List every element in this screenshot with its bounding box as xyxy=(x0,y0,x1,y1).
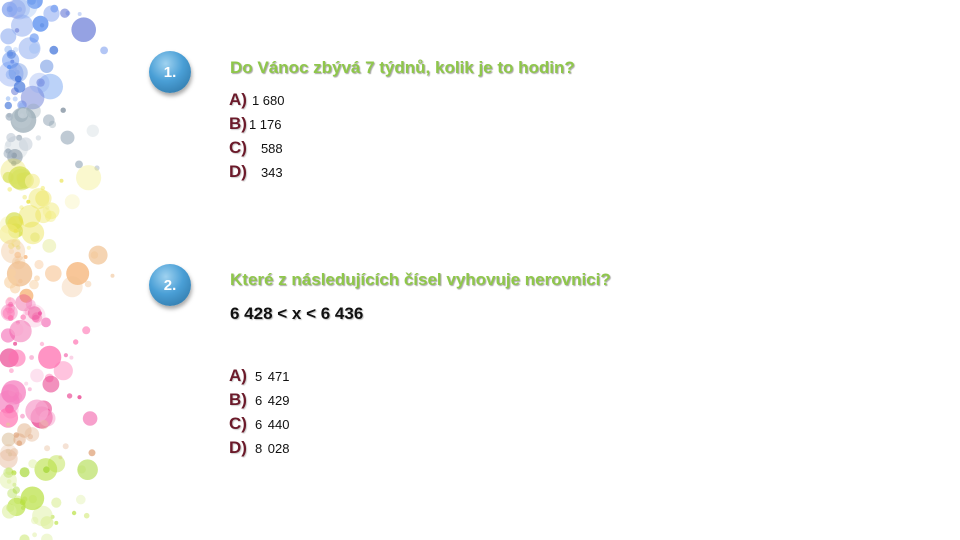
bokeh-circle xyxy=(10,448,18,456)
bokeh-circle xyxy=(85,281,92,288)
bokeh-circle xyxy=(6,69,16,79)
answer-value: 1 680 xyxy=(251,93,285,108)
bokeh-circle xyxy=(51,498,61,508)
bokeh-circle xyxy=(65,194,80,209)
bokeh-circle xyxy=(21,487,45,511)
answer-list xyxy=(229,366,290,462)
bokeh-circle xyxy=(77,459,98,480)
question-title: Které z následujících čísel vyhovuje nerovnici? xyxy=(230,270,611,289)
bokeh-circle xyxy=(82,326,90,334)
bokeh-circle xyxy=(29,43,40,54)
bokeh-circle xyxy=(29,73,49,93)
bokeh-circle xyxy=(25,174,40,189)
answer-option-a[interactable] xyxy=(229,366,290,390)
bokeh-circle xyxy=(13,433,25,445)
bokeh-circle xyxy=(83,411,98,426)
answer-letter: D) xyxy=(229,162,247,181)
bokeh-circle xyxy=(42,239,56,253)
bokeh-circle xyxy=(9,368,14,373)
bokeh-circle xyxy=(43,6,59,22)
bokeh-circle xyxy=(8,269,16,277)
answer-letter: B) xyxy=(229,390,247,409)
bokeh-circle xyxy=(54,521,58,525)
answer-letter: A) xyxy=(229,90,247,109)
bokeh-circle xyxy=(75,161,83,169)
bokeh-circle xyxy=(77,395,81,399)
bokeh-circle xyxy=(0,28,16,44)
bokeh-circle xyxy=(100,47,108,55)
bokeh-circle xyxy=(34,275,40,281)
answer-letter: B) xyxy=(229,114,247,133)
bokeh-circle xyxy=(62,276,83,297)
bokeh-circle xyxy=(14,81,26,93)
answer-value: 343 xyxy=(260,165,283,180)
bokeh-circle xyxy=(38,311,42,315)
bokeh-circle xyxy=(28,459,37,468)
bokeh-circle xyxy=(41,534,53,540)
bokeh-circle xyxy=(14,496,23,505)
bokeh-circle xyxy=(61,131,75,145)
bokeh-circle xyxy=(9,249,14,254)
bokeh-circle xyxy=(6,423,10,427)
bokeh-circle xyxy=(39,420,49,430)
bokeh-circle xyxy=(49,121,56,128)
answer-value: 6 440 xyxy=(254,417,290,432)
bokeh-circle xyxy=(3,468,13,478)
bokeh-circle xyxy=(20,467,30,477)
bokeh-circle xyxy=(7,187,12,192)
bokeh-circle xyxy=(11,108,32,129)
bokeh-circle xyxy=(48,455,65,472)
question-title: Do Vánoc zbývá 7 týdnů, kolik je to hodin? xyxy=(230,58,575,77)
bokeh-circle xyxy=(63,443,69,449)
bokeh-circle xyxy=(45,265,62,282)
bokeh-circle xyxy=(45,211,56,222)
answer-option-a[interactable] xyxy=(229,90,285,114)
bokeh-circle xyxy=(49,46,58,55)
bokeh-circle xyxy=(13,97,18,102)
bokeh-circle xyxy=(7,50,16,59)
answer-list xyxy=(229,90,285,186)
bokeh-circle xyxy=(71,17,96,42)
question-number-badge: 1. xyxy=(149,51,191,93)
bokeh-circle xyxy=(5,102,12,109)
bokeh-circle xyxy=(8,315,14,321)
answer-value: 8 028 xyxy=(254,441,290,456)
bokeh-circle xyxy=(73,339,78,344)
answer-value: 588 xyxy=(260,141,283,156)
bokeh-circle xyxy=(7,479,12,484)
bokeh-circle xyxy=(28,387,32,391)
bokeh-circle xyxy=(84,513,90,519)
bokeh-decoration xyxy=(0,0,150,540)
bokeh-circle xyxy=(34,260,43,269)
inequality-expression: 6 428 < x < 6 436 xyxy=(230,304,364,323)
bokeh-circle xyxy=(76,165,101,190)
bokeh-circle xyxy=(6,133,15,142)
bokeh-circle xyxy=(7,216,24,233)
bokeh-circle xyxy=(32,315,39,322)
bokeh-circle xyxy=(15,28,20,33)
bokeh-circle xyxy=(29,355,34,360)
bokeh-circle xyxy=(40,60,53,73)
bokeh-circle xyxy=(30,369,44,383)
bokeh-circle xyxy=(78,12,82,16)
bokeh-circle xyxy=(12,256,25,269)
answer-value: 6 429 xyxy=(254,393,290,408)
bokeh-circle xyxy=(29,280,39,290)
bokeh-circle xyxy=(43,376,60,393)
bokeh-circle xyxy=(76,495,86,505)
answer-option-b[interactable] xyxy=(229,114,285,138)
bokeh-circle xyxy=(13,342,17,346)
bokeh-circle xyxy=(25,427,40,442)
bokeh-circle xyxy=(43,466,50,473)
bokeh-circle xyxy=(8,350,25,367)
bokeh-circle xyxy=(61,108,66,113)
bokeh-circle xyxy=(20,414,25,419)
bokeh-circle xyxy=(40,23,44,27)
bokeh-circle xyxy=(10,323,23,336)
bokeh-circle xyxy=(26,300,36,310)
bokeh-circle xyxy=(6,96,11,101)
bokeh-circle xyxy=(17,7,22,12)
answer-option-b[interactable] xyxy=(229,390,290,414)
bokeh-circle xyxy=(2,2,18,18)
answer-option-c[interactable] xyxy=(229,414,290,438)
bokeh-circle xyxy=(28,434,33,439)
bokeh-circle xyxy=(19,534,29,540)
question-number-badge: 2. xyxy=(149,264,191,306)
bokeh-circle xyxy=(27,246,31,250)
answer-option-d[interactable] xyxy=(229,438,290,462)
answer-letter: C) xyxy=(229,138,247,157)
bokeh-circle xyxy=(87,125,99,137)
bokeh-circle xyxy=(8,302,13,307)
bokeh-circle xyxy=(44,445,50,451)
bokeh-circle xyxy=(69,356,73,360)
bokeh-circle xyxy=(7,65,11,69)
bokeh-circle xyxy=(30,33,39,42)
bokeh-circle xyxy=(4,149,13,158)
bokeh-circle xyxy=(72,511,76,515)
bokeh-circle xyxy=(24,255,28,259)
bokeh-circle xyxy=(40,342,44,346)
bokeh-circle xyxy=(54,361,73,380)
bokeh-circle xyxy=(67,393,72,398)
answer-letter: C) xyxy=(229,414,247,433)
bokeh-circle xyxy=(36,135,41,140)
answer-option-c[interactable] xyxy=(229,138,285,162)
bokeh-circle xyxy=(60,179,64,183)
bokeh-circle xyxy=(89,246,108,265)
bokeh-circle xyxy=(4,276,17,289)
bokeh-circle xyxy=(13,486,20,493)
bokeh-circle xyxy=(2,504,17,519)
bokeh-circle xyxy=(89,449,96,456)
bokeh-circle xyxy=(22,195,27,200)
bokeh-circle xyxy=(64,353,68,357)
bokeh-circle xyxy=(60,9,69,18)
answer-value: 5 471 xyxy=(254,369,290,384)
answer-letter: D) xyxy=(229,438,247,457)
answer-value: 1 176 xyxy=(248,117,282,132)
answer-option-d[interactable] xyxy=(229,162,285,186)
bokeh-circle xyxy=(25,400,48,423)
bokeh-circle xyxy=(1,384,19,402)
bokeh-circle xyxy=(24,382,28,386)
bokeh-circle xyxy=(111,274,115,278)
answer-letter: A) xyxy=(229,366,247,385)
bokeh-circle xyxy=(32,532,37,537)
bokeh-circle xyxy=(31,517,38,524)
